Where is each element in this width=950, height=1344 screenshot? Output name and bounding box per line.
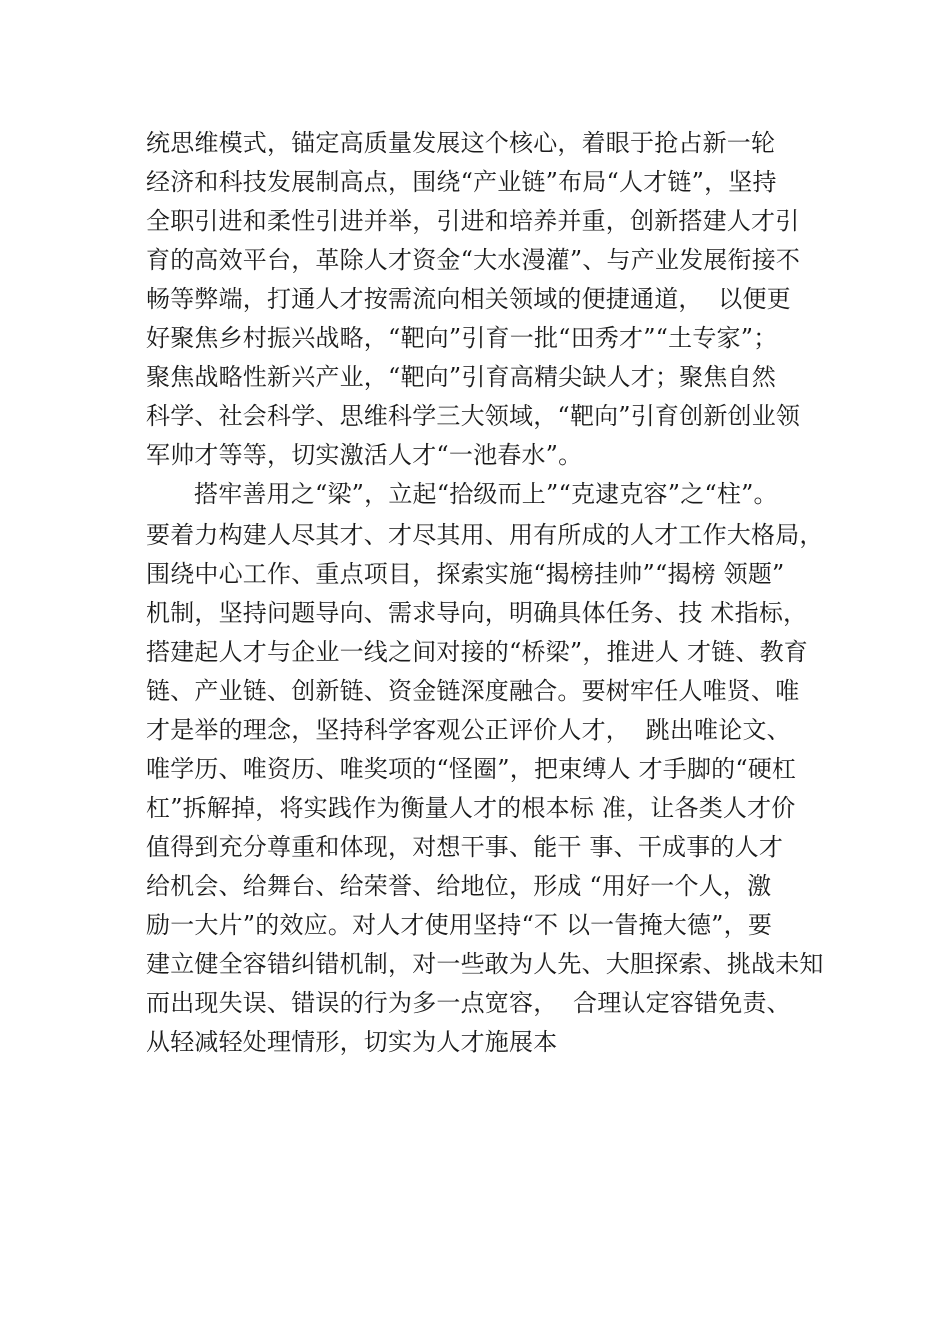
text-line: 才是举的理念，坚持科学客观公正评价人才， 跳出唯论文、	[146, 716, 791, 744]
text-line: 全职引进和柔性引进并举，引进和培养并重，创新搭建人才引	[146, 207, 800, 235]
text-line: 育的高效平台，革除人才资金“大水漫灌”、与产业发展衔接不	[146, 246, 801, 274]
text-line: 搭建起人才与企业一线之间对接的“桥梁”，推进人 才链、教育	[146, 638, 808, 666]
text-line: 好聚焦乡村振兴战略，“靶向”引育一批“田秀才”“土专家”；	[146, 324, 778, 352]
text-line: 建立健全容错纠错机制，对一些敢为人先、大胆探索、挑战未知	[146, 950, 824, 978]
text-line: 励一大片”的效应。对人才使用坚持“不 以一眚掩大德”，要	[146, 911, 773, 939]
text-line: 机制，坚持问题导向、需求导向，明确具体任务、技 术指标，	[146, 599, 808, 627]
text-line: 链、产业链、创新链、资金链深度融合。要树牢任人唯贤、唯	[146, 677, 800, 705]
text-line: 从轻减轻处理情形，切实为人才施展本	[146, 1028, 558, 1056]
text-line: 统思维模式，锚定高质量发展这个核心，着眼于抢占新一轮	[146, 129, 776, 157]
text-line: 科学、社会科学、思维科学三大领域，“靶向”引育创新创业领	[146, 402, 801, 430]
text-line: 给机会、给舞台、给荣誉、给地位，形成 “用好一个人，激	[146, 872, 772, 900]
paragraph-first-line: 搭牢善用之“梁”，立起“拾级而上”“克逮克容”之“柱”。	[194, 480, 778, 508]
text-line: 而出现失误、错误的行为多一点宽容， 合理认定容错免责、	[146, 989, 791, 1017]
text-line: 杠”拆解掉，将实践作为衡量人才的根本标 准，让各类人才价	[146, 794, 796, 822]
text-line: 唯学历、唯资历、唯奖项的“怪圈”，把束缚人 才手脚的“硬杠	[146, 755, 797, 783]
text-line: 聚焦战略性新兴产业，“靶向”引育高精尖缺人才；聚焦自然	[146, 363, 776, 391]
text-line: 经济和科技发展制高点，围绕“产业链”布局“人才链”，坚持	[146, 168, 777, 196]
text-line: 值得到充分尊重和体现，对想干事、能干 事、干成事的人才	[146, 833, 784, 861]
text-line: 畅等弊端，打通人才按需流向相关领域的便捷通道， 以便更	[146, 285, 791, 313]
text-line: 围绕中心工作、重点项目，探索实施“揭榜挂帅”“揭榜 领题”	[146, 560, 785, 588]
text-line: 军帅才等等，切实激活人才“一池春水”。	[146, 441, 583, 469]
text-line: 要着力构建人尽其才、才尽其用、用有所成的人才工作大格局，	[146, 521, 824, 549]
